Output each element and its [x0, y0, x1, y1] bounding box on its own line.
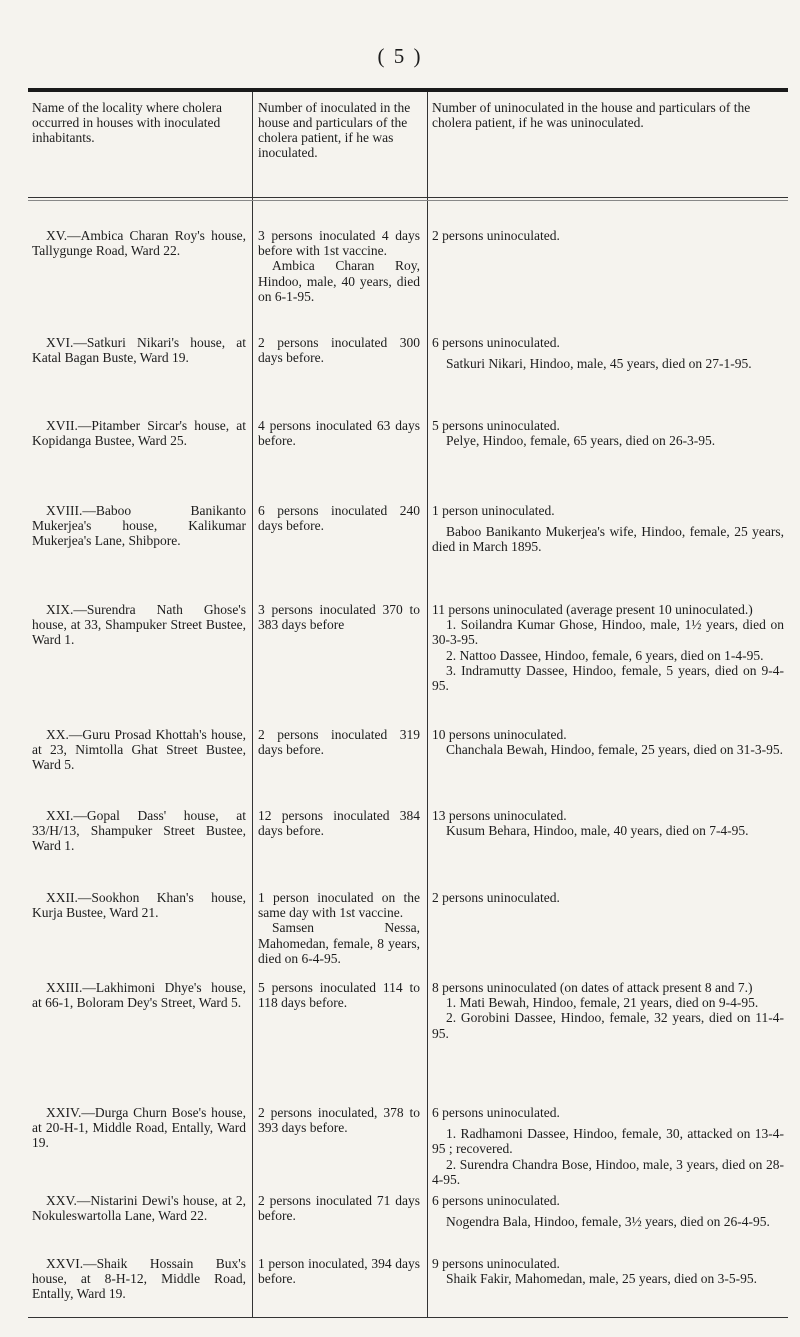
inoculated-line: 2 persons inoculated 71 days before. — [258, 1193, 420, 1224]
table-row-locality: XV.—Ambica Charan Roy's house, Tallygunge Road, Ward 22. — [32, 228, 246, 259]
inoculated-line: 1 person inoculated, 394 days before. — [258, 1256, 420, 1287]
uninoculated-line: 9 persons uninoculated. — [432, 1256, 560, 1271]
uninoculated-line: 1. Soilandra Kumar Ghose, Hindoo, male, 1½ years, died on 30-3-95. — [432, 617, 784, 648]
inoculated-line: Samsen Nessa, Mahomedan, female, 8 years, died on 6-4-95. — [258, 920, 420, 966]
uninoculated-line: 2 persons uninoculated. — [432, 228, 560, 243]
table-row-uninoculated — [432, 335, 784, 371]
inoculated-line: 6 persons inoculated 240 days before. — [258, 503, 420, 534]
uninoculated-line: 2 persons uninoculated. — [432, 890, 560, 905]
column-divider — [252, 92, 253, 1317]
table-row-locality: XX.—Guru Prosad Khottah's house, at 23, Nimtolla Ghat Street Bustee, Ward 5. — [32, 727, 246, 773]
column-divider — [427, 92, 428, 1317]
inoculated-line: 2 persons inoculated, 378 to 393 days before. — [258, 1105, 420, 1136]
table-row-locality: XXIII.—Lakhimoni Dhye's house, at 66-1, Boloram Dey's Street, Ward 5. — [32, 980, 246, 1011]
header-rule-2 — [28, 200, 788, 201]
table-row-uninoculated — [432, 228, 784, 243]
uninoculated-line: Baboo Banikanto Mukerjea's wife, Hindoo, female, 25 years, died in March 1895. — [432, 524, 784, 555]
header-uninoculated: Number of uninoculated in the house and particulars of the cholera patient, if he was uninoculated. — [432, 100, 751, 130]
table-row-locality: XXVI.—Shaik Hossain Bux's house, at 8-H-12, Middle Road, Entally, Ward 19. — [32, 1256, 246, 1302]
uninoculated-line: 6 persons uninoculated. — [432, 335, 560, 350]
inoculated-line: 1 person inoculated on the same day with 1st vaccine. — [258, 890, 420, 921]
uninoculated-line: 6 persons uninoculated. — [432, 1193, 560, 1208]
top-rule — [28, 88, 788, 92]
bottom-rule — [28, 1317, 788, 1318]
table-row-inoculated — [258, 980, 420, 1010]
uninoculated-line: 10 persons uninoculated. — [432, 727, 567, 742]
table-row-locality: XVII.—Pitamber Sircar's house, at Kopidanga Bustee, Ward 25. — [32, 418, 246, 449]
table-row-uninoculated — [432, 1193, 784, 1229]
table-row-inoculated — [258, 503, 420, 533]
uninoculated-line: 1 person uninoculated. — [432, 503, 555, 518]
table-row-locality: XXII.—Sookhon Khan's house, Kurja Bustee, Ward 21. — [32, 890, 246, 921]
table-row-inoculated — [258, 1256, 420, 1286]
uninoculated-line: Satkuri Nikari, Hindoo, male, 45 years, died on 27-1-95. — [446, 356, 752, 372]
page-number: ( 5 ) — [377, 44, 423, 68]
inoculated-line: 3 persons inoculated 4 days before with 1st vaccine. — [258, 228, 420, 259]
inoculated-line: 5 persons inoculated 114 to 118 days before. — [258, 980, 420, 1011]
uninoculated-line: 5 persons uninoculated. — [432, 418, 560, 433]
inoculated-line: 12 persons inoculated 384 days before. — [258, 808, 420, 839]
table-row-inoculated — [258, 727, 420, 757]
table-row-inoculated — [258, 602, 420, 632]
table-row-uninoculated — [432, 1256, 784, 1286]
uninoculated-line: Shaik Fakir, Mahomedan, male, 25 years, died on 3-5-95. — [446, 1271, 758, 1287]
table-row-locality: XXV.—Nistarini Dewi's house, at 2, Nokuleswartolla Lane, Ward 22. — [32, 1193, 246, 1224]
table-row-inoculated — [258, 228, 420, 304]
table-row-uninoculated — [432, 808, 784, 838]
uninoculated-line: 2. Gorobini Dassee, Hindoo, female, 32 years, died on 11-4-95. — [432, 1010, 784, 1041]
inoculated-line: Ambica Charan Roy, Hindoo, male, 40 years, died on 6-1-95. — [258, 258, 420, 304]
table-row-locality: XXI.—Gopal Dass' house, at 33/H/13, Shampuker Street Bustee, Ward 1. — [32, 808, 246, 854]
table-row-uninoculated — [432, 602, 784, 693]
table-row-uninoculated — [432, 418, 784, 448]
table-row-locality: XVIII.—Baboo Banikanto Mukerjea's house, Kalikumar Mukerjea's Lane, Shibpore. — [32, 503, 246, 549]
inoculated-line: 3 persons inoculated 370 to 383 days before — [258, 602, 420, 633]
table-row-inoculated — [258, 1105, 420, 1135]
header-rule — [28, 197, 788, 198]
uninoculated-line: 6 persons uninoculated. — [432, 1105, 560, 1120]
uninoculated-line: 2. Surendra Chandra Bose, Hindoo, male, 3 years, died on 28-4-95. — [432, 1156, 784, 1187]
table-row-inoculated — [258, 335, 420, 365]
table-row-inoculated — [258, 418, 420, 448]
header-locality: Name of the locality where cholera occurred in houses with inoculated inhabitants. — [32, 100, 223, 145]
uninoculated-line: 8 persons uninoculated (on dates of attack present 8 and 7.) — [432, 980, 753, 995]
uninoculated-line: Chanchala Bewah, Hindoo, female, 25 years, died on 31-3-95. — [446, 742, 784, 758]
table-row-uninoculated — [432, 727, 784, 757]
uninoculated-line: 2. Nattoo Dassee, Hindoo, female, 6 years, died on 1-4-95. — [446, 647, 764, 663]
uninoculated-line: 13 persons uninoculated. — [432, 808, 567, 823]
table-row-uninoculated — [432, 890, 784, 905]
table-row-locality: XVI.—Satkuri Nikari's house, at Katal Bagan Buste, Ward 19. — [32, 335, 246, 366]
uninoculated-line: 1. Radhamoni Dassee, Hindoo, female, 30, attacked on 13-4-95 ; recovered. — [432, 1126, 784, 1157]
uninoculated-line: Kusum Behara, Hindoo, male, 40 years, died on 7-4-95. — [446, 823, 749, 839]
inoculated-line: 2 persons inoculated 319 days before. — [258, 727, 420, 758]
table-row-locality: XXIV.—Durga Churn Bose's house, at 20-H-1, Middle Road, Entally, Ward 19. — [32, 1105, 246, 1151]
table-row-inoculated — [258, 808, 420, 838]
uninoculated-line: 3. Indramutty Dassee, Hindoo, female, 5 years, died on 9-4-95. — [432, 662, 784, 694]
uninoculated-line: 1. Mati Bewah, Hindoo, female, 21 years, died on 9-4-95. — [446, 995, 759, 1011]
uninoculated-line: Nogendra Bala, Hindoo, female, 3½ years, died on 26-4-95. — [446, 1214, 770, 1230]
table-row-inoculated — [258, 1193, 420, 1223]
table-row-inoculated — [258, 890, 420, 966]
inoculated-line: 4 persons inoculated 63 days before. — [258, 418, 420, 449]
header-inoculated: Number of inoculated in the house and particulars of the cholera patient, if he was inoculated. — [258, 100, 411, 160]
table-row-uninoculated — [432, 503, 784, 555]
uninoculated-line: 11 persons uninoculated (average present 10 uninoculated.) — [432, 602, 753, 617]
uninoculated-line: Pelye, Hindoo, female, 65 years, died on 26-3-95. — [446, 433, 716, 449]
table-row-uninoculated — [432, 980, 784, 1041]
inoculated-line: 2 persons inoculated 300 days before. — [258, 335, 420, 366]
table-row-uninoculated — [432, 1105, 784, 1187]
table-row-locality: XIX.—Surendra Nath Ghose's house, at 33, Shampuker Street Bustee, Ward 1. — [32, 602, 246, 648]
